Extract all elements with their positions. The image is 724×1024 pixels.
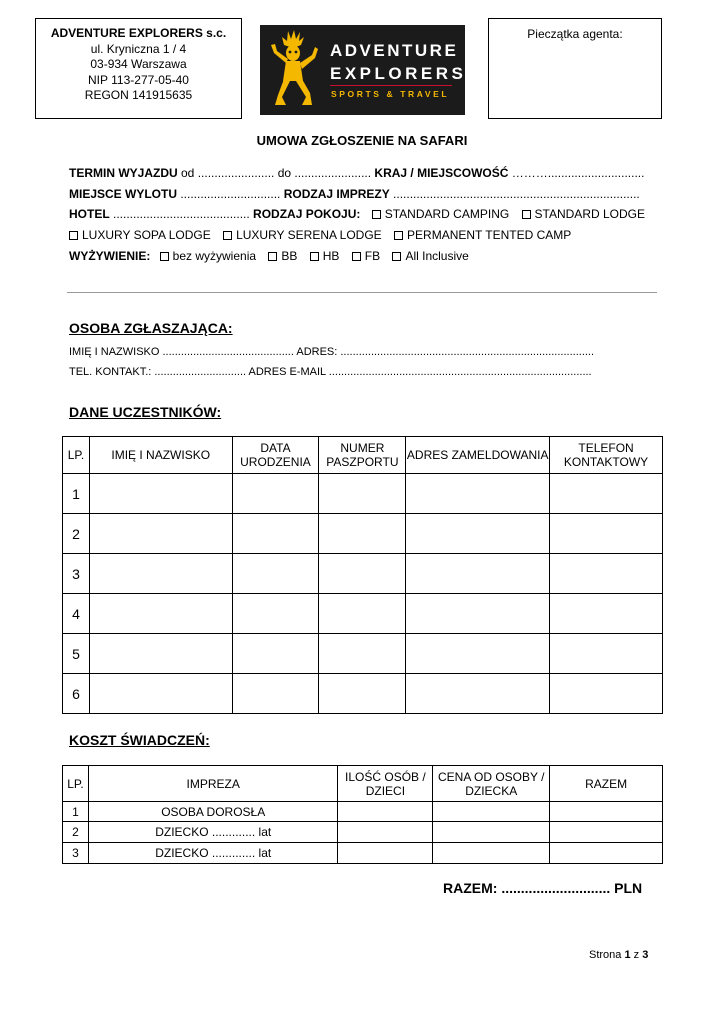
hotel-label: HOTEL [69,207,110,221]
departure-line[interactable] [69,187,640,201]
room-option-luxury-sopa[interactable]: LUXURY SOPA LODGE [69,228,211,242]
meal-option-bb[interactable]: BB [268,249,297,263]
company-nip: NIP 113-277-05-40 [88,72,189,87]
logo-text-explorers: EXPLORERS [330,64,467,83]
logo-tagline: SPORTS & TRAVEL [331,89,450,99]
checkbox-icon[interactable] [392,252,401,261]
agent-stamp-box[interactable] [488,18,662,119]
rodzaj-imprezy-label: RODZAJ IMPREZY [283,187,390,201]
name-cell[interactable] [89,514,232,554]
col-header-address: ADRES ZAMELDOWANIA [406,437,550,474]
costs-header-row [63,766,663,802]
col-header-phone: TELEFON KONTAKTOWY [550,437,663,474]
impreza-cell: OSOBA DOROSŁA [88,802,338,822]
company-city: 03-934 Warszawa [90,57,187,71]
col-header-count: ILOŚĆ OSÓB / DZIECI [338,766,433,802]
row-number: 3 [63,554,90,594]
phone-cell[interactable] [550,554,663,594]
checkbox-icon[interactable] [352,252,361,261]
company-regon: REGON 141915635 [84,88,193,102]
total-cell[interactable] [550,822,663,843]
birthdate-cell[interactable] [232,554,319,594]
table-row [63,514,663,554]
room-option-luxury-serena[interactable]: LUXURY SERENA LODGE [223,228,382,242]
meal-option-fb[interactable]: FB [352,249,380,263]
wylot-field[interactable]: .............................. [177,187,284,201]
participants-table [62,436,663,714]
checkbox-icon[interactable] [268,252,277,261]
meal-option-all-inclusive[interactable]: All Inclusive [392,249,468,263]
phone-cell[interactable] [550,594,663,634]
hotel-line[interactable] [69,207,645,221]
table-row [63,554,663,594]
count-cell[interactable] [338,843,433,864]
applicant-contact-field[interactable]: TEL. KONTAKT.: .............................. ADRES E-MAIL ...................................................................................... [69,366,592,378]
total-cell[interactable] [550,802,663,822]
passport-cell[interactable] [319,474,406,514]
meal-option-hb[interactable]: HB [310,249,340,263]
room-option-standard-camping[interactable]: STANDARD CAMPING [372,207,509,221]
meals-line[interactable] [69,249,469,263]
name-cell[interactable] [89,554,232,594]
impreza-cell[interactable]: DZIECKO ............. lat [88,822,338,843]
trip-dates-line[interactable] [69,166,644,180]
birthdate-cell[interactable] [232,474,319,514]
rodzaj-imprezy-field[interactable]: .......................................................................... [389,187,640,201]
table-row [63,802,663,822]
explorer-figure-icon [266,29,322,111]
row-number: 5 [63,634,90,674]
meals-label: WYŻYWIENIE: [69,249,151,263]
address-cell[interactable] [406,594,550,634]
col-header-price: CENA OD OSOBY / DZIECKA [433,766,550,802]
wylot-label: MIEJSCE WYLOTU [69,187,178,201]
address-cell[interactable] [406,554,550,594]
company-street: ul. Kryniczna 1 / 4 [90,41,187,56]
phone-cell[interactable] [550,514,663,554]
birthdate-cell[interactable] [232,674,319,714]
col-header-birthdate: DATA URODZENIA [232,437,319,474]
termin-fields[interactable]: od ....................... do ....................... [177,166,375,180]
row-number: 1 [63,474,90,514]
table-row [63,674,663,714]
col-header-passport: NUMER PASZPORTU [319,437,406,474]
phone-cell[interactable] [550,474,663,514]
table-row [63,474,663,514]
passport-cell[interactable] [319,554,406,594]
meal-option-none[interactable]: bez wyżywienia [160,249,256,263]
price-cell[interactable] [433,822,550,843]
checkbox-icon[interactable] [372,210,381,219]
name-cell[interactable] [89,594,232,634]
name-cell[interactable] [89,674,232,714]
price-cell[interactable] [433,843,550,864]
row-number: 2 [63,822,89,843]
phone-cell[interactable] [550,674,663,714]
col-header-name: IMIĘ I NAZWISKO [89,437,232,474]
checkbox-icon[interactable] [310,252,319,261]
col-header-lp: LP. [63,437,90,474]
page-number: Strona 1 z 3 [589,949,649,961]
room-option-permanent-tented[interactable]: PERMANENT TENTED CAMP [394,228,571,242]
count-cell[interactable] [338,802,433,822]
impreza-cell[interactable]: DZIECKO ............. lat [88,843,338,864]
birthdate-cell[interactable] [232,594,319,634]
passport-cell[interactable] [319,634,406,674]
row-number: 4 [63,594,90,634]
section-divider [67,292,657,293]
phone-cell[interactable] [550,634,663,674]
address-cell[interactable] [406,474,550,514]
costs-heading: KOSZT ŚWIADCZEŃ: [69,732,210,748]
name-cell[interactable] [89,634,232,674]
logo-divider [330,85,452,86]
checkbox-icon[interactable] [69,231,78,240]
row-number: 1 [63,802,89,822]
participants-header-row [63,437,663,474]
termin-label: TERMIN WYJAZDU [69,166,178,180]
pokoj-label: RODZAJ POKOJU: [253,207,361,221]
passport-cell[interactable] [319,514,406,554]
count-cell[interactable] [338,822,433,843]
kraj-field[interactable]: ………............................. [508,166,645,180]
hotel-field[interactable]: ......................................... [109,207,254,221]
room-option-standard-lodge[interactable]: STANDARD LODGE [522,207,645,221]
row-number: 2 [63,514,90,554]
col-header-total: RAZEM [550,766,663,802]
checkbox-icon[interactable] [394,231,403,240]
price-cell[interactable] [433,802,550,822]
checkbox-icon[interactable] [160,252,169,261]
participants-heading: DANE UCZESTNIKÓW: [69,404,222,420]
address-cell[interactable] [406,674,550,714]
room-options-line[interactable] [69,228,571,242]
table-row [63,822,663,843]
birthdate-cell[interactable] [232,634,319,674]
passport-cell[interactable] [319,594,406,634]
name-cell[interactable] [89,474,232,514]
logo-text-adventure: ADVENTURE [330,41,459,60]
row-number: 3 [63,843,89,864]
row-number: 6 [63,674,90,714]
address-cell[interactable] [406,634,550,674]
birthdate-cell[interactable] [232,514,319,554]
applicant-heading: OSOBA ZGŁASZAJĄCA: [69,320,233,336]
checkbox-icon[interactable] [223,231,232,240]
document-title: UMOWA ZGŁOSZENIE NA SAFARI [256,133,468,148]
costs-table [62,765,663,864]
applicant-name-address-field[interactable]: IMIĘ I NAZWISKO ........................................... ADRES: ................................................................................... [69,346,595,358]
col-header-impreza: IMPREZA [88,766,338,802]
col-header-lp: LP. [63,766,89,802]
table-row [63,634,663,674]
checkbox-icon[interactable] [522,210,531,219]
kraj-label: KRAJ / MIEJSCOWOŚĆ [374,166,509,180]
company-name: ADVENTURE EXPLORERS s.c. [50,26,227,40]
table-row [63,843,663,864]
passport-cell[interactable] [319,674,406,714]
total-cell[interactable] [550,843,663,864]
table-row [63,594,663,634]
company-info-box [35,18,242,119]
company-logo [260,25,465,115]
address-cell[interactable] [406,514,550,554]
grand-total-field[interactable]: RAZEM: ............................ PLN [443,880,643,896]
agent-stamp-label: Pieczątka agenta: [527,27,623,41]
